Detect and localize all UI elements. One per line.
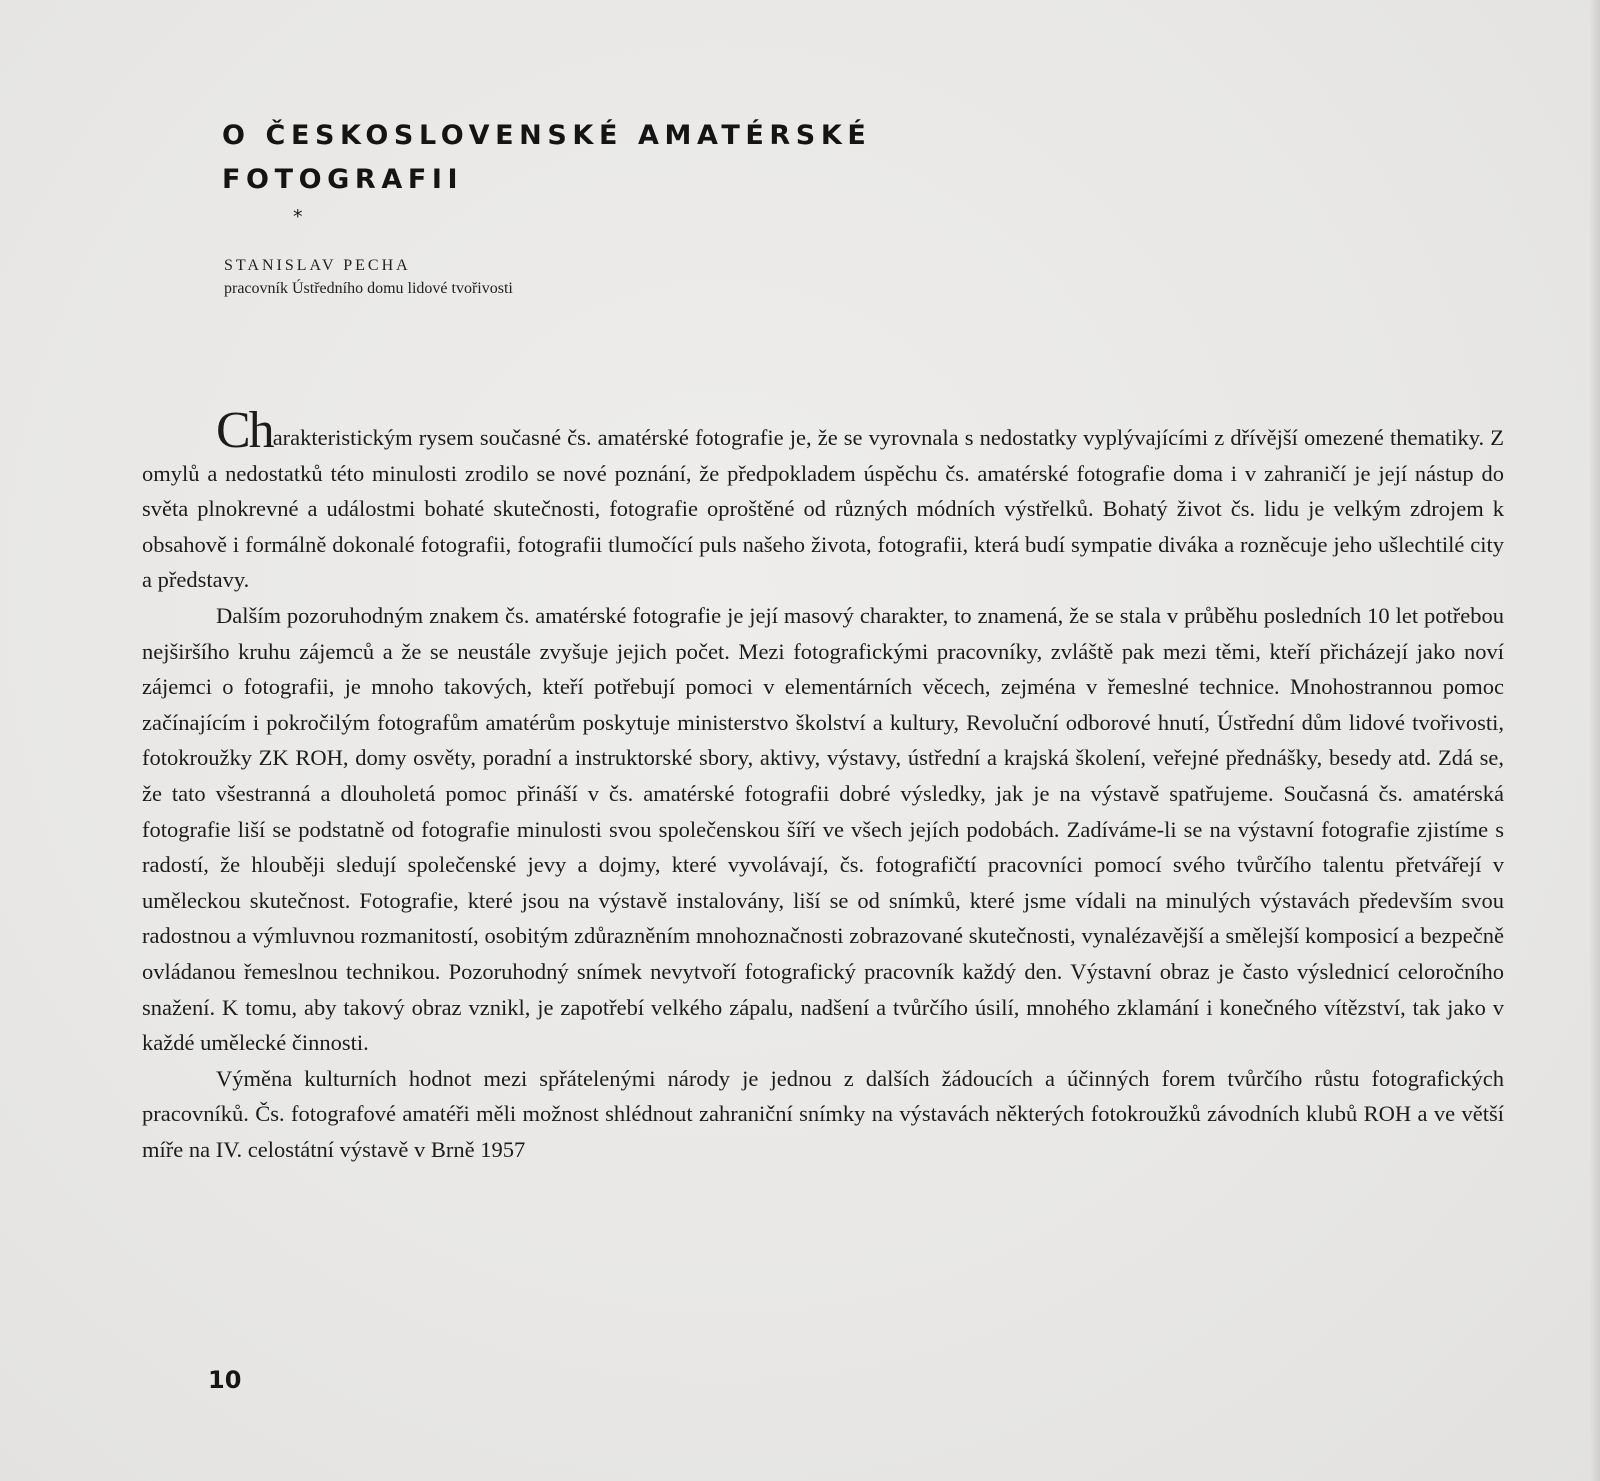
- author-affiliation: pracovník Ústředního domu lidové tvořivosti: [224, 280, 513, 297]
- separator-star-icon: *: [293, 206, 303, 228]
- article-title: [222, 114, 871, 202]
- paragraph-1-text: arakteristickým rysem současné čs. amatérské fotografie je, že se vyrovnala s nedostatky vyplývajícími z dřívější omezené thematiky. Z omylů a nedostatků této minulosti zrodilo se nové poznání, že předpokladem úspěchu čs. amatérské fotografie doma i v zahraničí je její nástup do světa plnokrevné a událostmi bohaté skutečnosti, fotografie oproštěné od různých módních výstřelků. Bohatý život čs. lidu je velkým zdrojem k obsahově i formálně dokonalé fotografii, fotografii tlumočící puls našeho života, fotografii, která budí sympatie diváka a rozněcuje jeho ušlechtilé city a představy.: [142, 425, 1504, 593]
- page-edge-shadow: [1590, 0, 1600, 1481]
- drop-cap: Ch: [216, 402, 273, 459]
- article-title-line-2: FOTOGRAFII: [222, 164, 464, 195]
- page-number: 10: [208, 1366, 242, 1394]
- article-body: [142, 402, 1504, 1167]
- paragraph-2: Dalším pozoruhodným znakem čs. amatérské fotografie je její masový charakter, to znamená, že se stala v průběhu posledních 10 let potřebou nejširšího kruhu zájemců a že se neustále zvyšuje jejich počet. Mezi fotografickými pracovníky, zvláště pak mezi těmi, kteří přicházejí jako noví zájemci o fotografii, je mnoho takových, kteří potřebují pomoci v elementárních věcech, zejména v řemeslné technice. Mnohostrannou pomoc začínajícím i pokročilým fotografům amatérům poskytuje ministerstvo školství a kultury, Revoluční odborové hnutí, Ústřední dům lidové tvořivosti, fotokroužky ZK ROH, domy osvěty, poradní a instruktorské sbory, aktivy, výstavy, ústřední a krajská školení, veřejné přednášky, besedy atd. Zdá se, že tato všestranná a dlouholetá pomoc přináší v čs. amatérské fotografii dobré výsledky, jak je na výstavě spatřujeme. Současná čs. amatérská fotografie liší se podstatně od fotografie minulosti svou společenskou šíří ve všech jejích podobách. Zadíváme-li se na výstavní fotografie zjistíme s radostí, že hlouběji sledují společenské jevy a dojmy, které vyvolávají, čs. fotografičtí pracovníci pomocí svého tvůrčího talentu přetvářejí v uměleckou skutečnost. Fotografie, které jsou na výstavě instalovány, liší se od snímků, které jsme vídali na minulých výstavách především svou radostnou a výmluvnou rozmanitostí, osobitým zdůrazněním mnohoznačnosti zobrazované skutečnosti, vynalézavější a smělejší komposicí a bezpečně ovládanou řemeslnou technikou. Pozoruhodný snímek nevytvoří fotografický pracovník každý den. Výstavní obraz je často výslednicí celoročního snažení. K tomu, aby takový obraz vznikl, je zapotřebí velkého zápalu, nadšení a tvůrčího úsilí, mnohého zklamání i konečného vítězství, tak jako v každé umělecké činnosti.: [142, 602, 1504, 1056]
- author-name: STANISLAV PECHA: [224, 257, 411, 274]
- article-title-line-1: O ČESKOSLOVENSKÉ AMATÉRSKÉ: [222, 120, 872, 151]
- paragraph-1: [142, 402, 1504, 598]
- paragraph-3: Výměna kulturních hodnot mezi spřátelenými národy je jednou z dalších žádoucích a účinných forem tvůrčího růstu fotografických pracovníků. Čs. fotografové amatéři měli možnost shlédnout zahraniční snímky na výstavách některých fotokroužků závodních klubů ROH a ve větší míře na IV. celostátní výstavě v Brně 1957: [142, 1065, 1504, 1162]
